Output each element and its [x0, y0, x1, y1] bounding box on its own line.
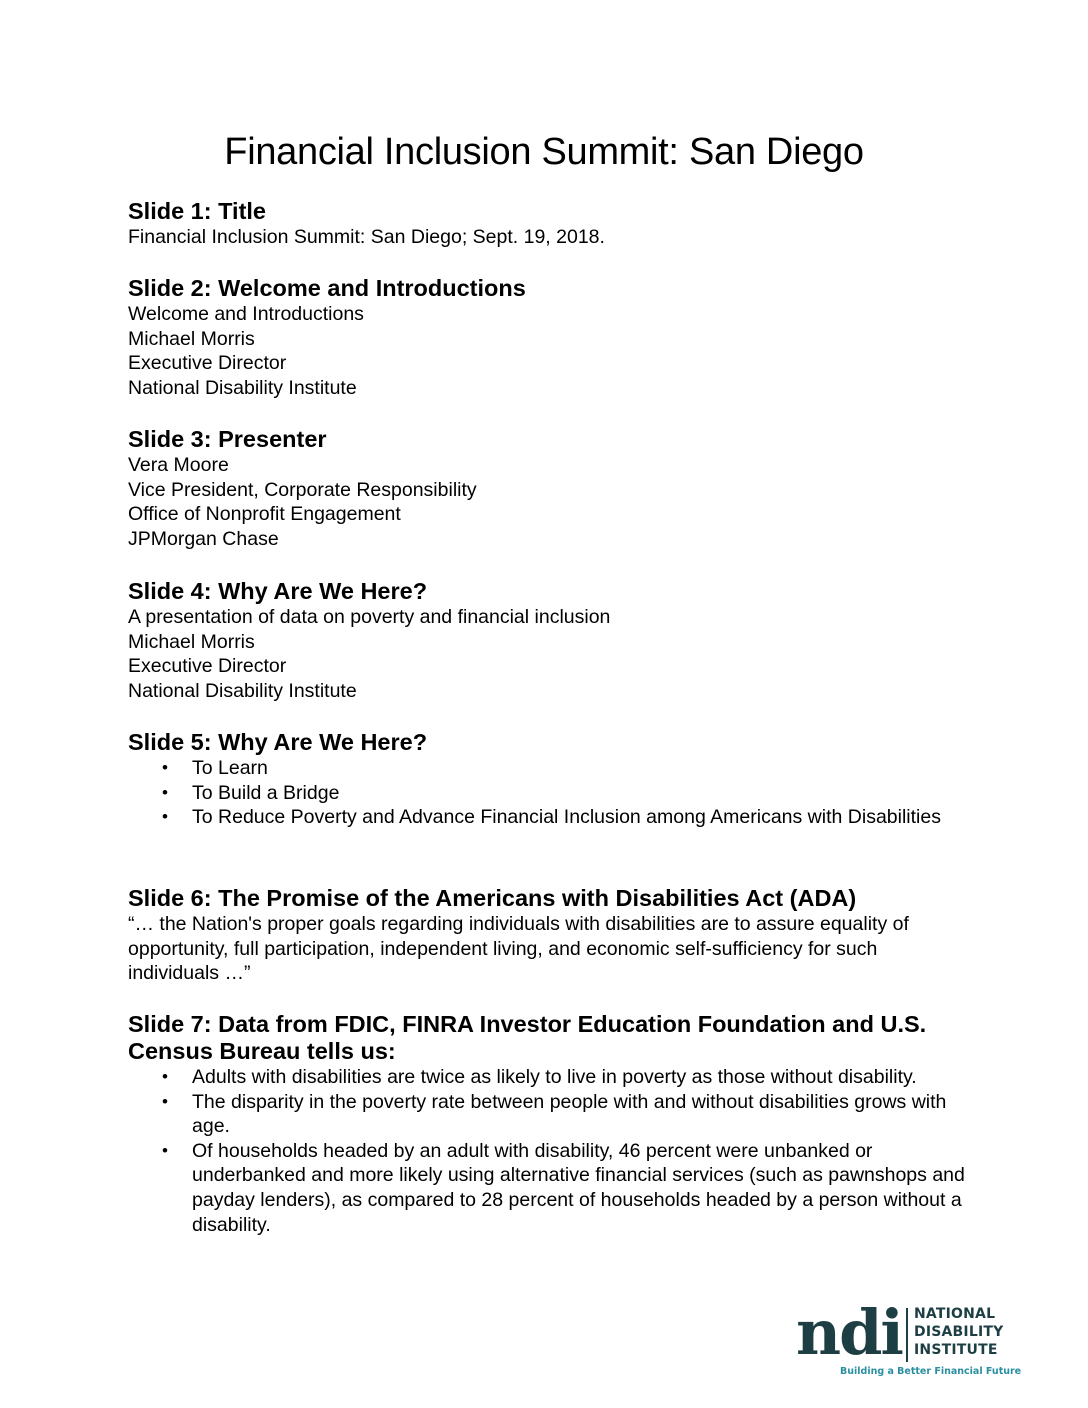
slide-2-section — [128, 275, 968, 400]
ndi-logo — [796, 1296, 1022, 1382]
bullet-icon: • — [162, 1067, 168, 1086]
list-item — [128, 1139, 968, 1237]
bullet-icon: • — [162, 1091, 168, 1111]
section-heading: Slide 1: Title — [128, 198, 266, 224]
section-line: Michael Morris — [128, 327, 255, 350]
logo-line-institute: INSTITUTE — [914, 1342, 998, 1358]
bullet-icon: • — [162, 782, 168, 802]
section-heading: Slide 5: Why Are We Here? — [128, 729, 428, 755]
bullet-icon: • — [162, 758, 168, 777]
section-heading: Slide 3: Presenter — [128, 426, 327, 452]
logo-divider — [906, 1308, 908, 1362]
slide-1-section — [128, 198, 968, 250]
logo-wordmark — [914, 1305, 1003, 1359]
slide-4-section — [128, 578, 968, 703]
section-line: Office of Nonprofit Engagement — [128, 503, 401, 526]
section-heading: Slide 7: Data from FDIC, FINRA Investor Education Foundation and U.S. Census Bureau tells us: — [128, 1011, 927, 1064]
quote-text: “… the Nation's proper goals regarding individuals with disabilities are to assure equality of opportunity, full participation, independent living, and economic self-sufficiency for such individuals …” — [128, 913, 909, 985]
list-item-text: To Reduce Poverty and Advance Financial Inclusion among Americans with Disabilities — [192, 806, 941, 829]
list-item-text: The disparity in the poverty rate between people with and without disabilities grows with age. — [192, 1090, 947, 1138]
list-item-text: Adults with disabilities are twice as likely to live in poverty as those without disability. — [192, 1066, 917, 1088]
list-item-text: Of households headed by an adult with disability, 46 percent were unbanked or underbanked and more likely using alternative financial services (such as pawnshops and payday lenders), as compared to 28 percent of households headed by a person without a disability. — [192, 1139, 965, 1236]
section-line: Executive Director — [128, 352, 287, 375]
slide-5-section — [128, 729, 968, 830]
section-line: Financial Inclusion Summit: San Diego; Sept. 19, 2018. — [128, 226, 605, 248]
list-item — [128, 756, 968, 781]
logo-tagline: Building a Better Financial Future — [840, 1366, 1022, 1377]
slide-7-section — [128, 1011, 968, 1237]
section-line: National Disability Institute — [128, 679, 357, 702]
section-line: Vera Moore — [128, 454, 229, 476]
section-line: Vice President, Corporate Responsibility — [128, 478, 477, 501]
bullet-icon: • — [162, 807, 168, 827]
section-line: JPMorgan Chase — [128, 527, 279, 550]
bullet-list — [128, 756, 968, 830]
list-item-text: To Build a Bridge — [192, 781, 340, 804]
logo-line-national: NATIONAL — [914, 1306, 996, 1322]
list-item — [128, 1065, 968, 1090]
list-item-text: To Learn — [192, 757, 268, 779]
bullet-icon: • — [162, 1140, 168, 1160]
logo-line-disability: DISABILITY — [914, 1324, 1004, 1340]
list-item — [128, 805, 968, 830]
slide-6-section — [128, 885, 968, 986]
list-item — [128, 781, 968, 806]
section-line: A presentation of data on poverty and financial inclusion — [128, 606, 611, 628]
section-heading: Slide 4: Why Are We Here? — [128, 578, 428, 604]
section-heading: Slide 6: The Promise of the Americans with Disabilities Act (ADA) — [128, 885, 857, 911]
section-line: Welcome and Introductions — [128, 303, 364, 325]
section-heading: Slide 2: Welcome and Introductions — [128, 275, 526, 301]
page-title: Financial Inclusion Summit: San Diego — [224, 131, 864, 173]
slide-3-section — [128, 426, 968, 551]
section-line: National Disability Institute — [128, 376, 357, 399]
section-line: Executive Director — [128, 655, 287, 678]
section-line: Michael Morris — [128, 630, 255, 653]
bullet-list — [128, 1065, 968, 1237]
list-item — [128, 1090, 968, 1139]
logo-mark: ndi — [796, 1296, 902, 1369]
